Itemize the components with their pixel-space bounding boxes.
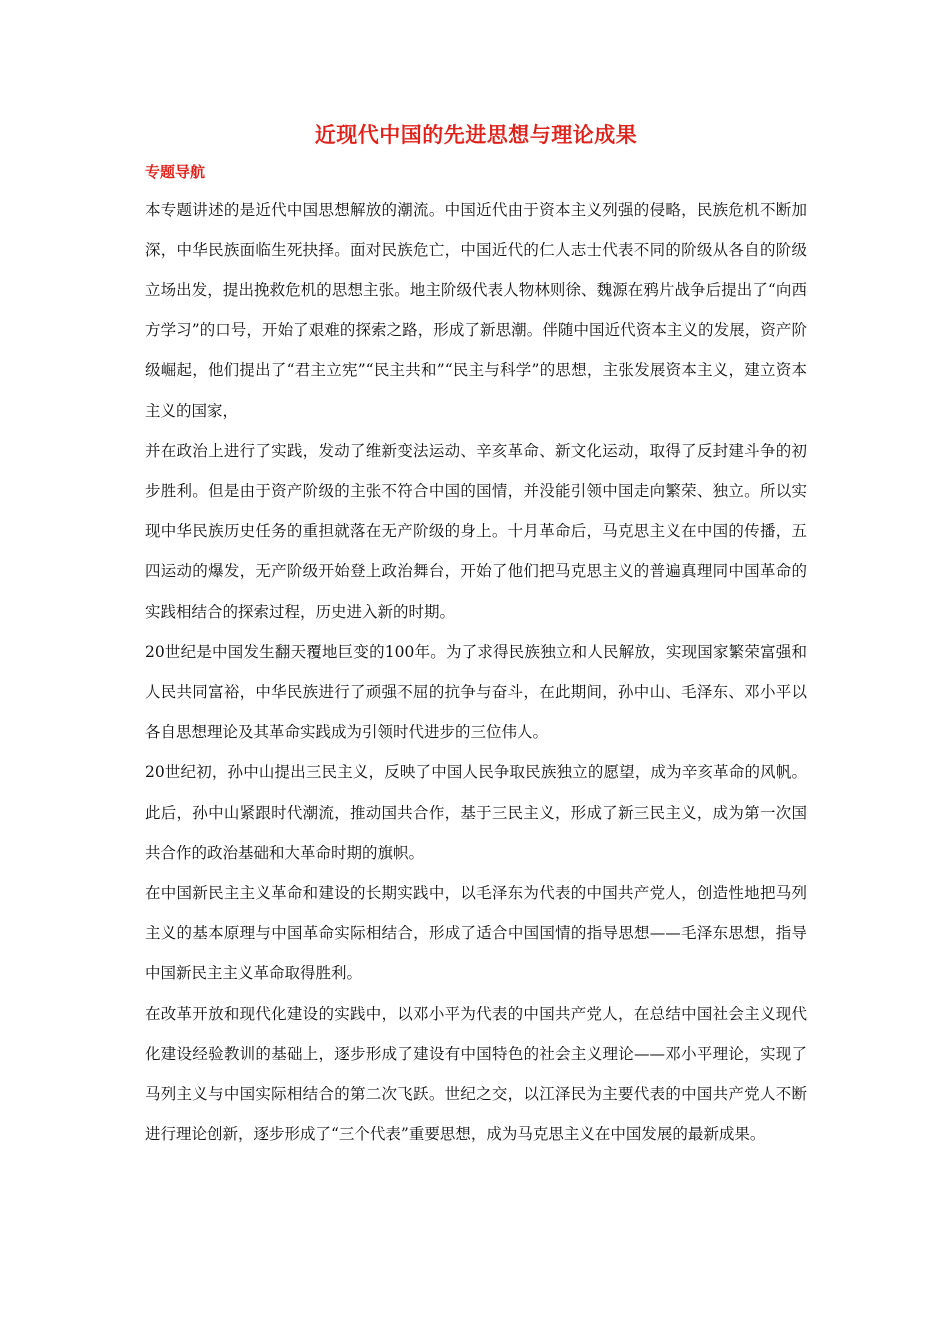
section-heading: 专题导航 — [145, 162, 206, 181]
document-page — [145, 118, 807, 1154]
paragraph-5: 在中国新民主主义革命和建设的长期实践中，以毛泽东为代表的中国共产党人，创造性地把马列主义的基本原理与中国革命实际相结合，形成了适合中国国情的指导思想——毛泽东思想，指导中国新民主主义革命取得胜利。 — [145, 884, 807, 983]
paragraph-4: 20世纪初，孙中山提出三民主义，反映了中国人民争取民族独立的愿望，成为辛亥革命的风帆。此后，孙中山紧跟时代潮流，推动国共合作，基于三民主义，形成了新三民主义，成为第一次国共合作的政治基础和大革命时期的旗帜。 — [145, 763, 807, 862]
paragraph-1: 本专题讲述的是近代中国思想解放的潮流。中国近代由于资本主义列强的侵略，民族危机不断加深，中华民族面临生死抉择。面对民族危亡，中国近代的仁人志士代表不同的阶级从各自的阶级立场出发，提出挽救危机的思想主张。地主阶级代表人物林则徐、魏源在鸦片战争后提出了“向西方学习”的口号，开始了艰难的探索之路，形成了新思潮。伴随中国近代资本主义的发展，资产阶级崛起，他们提出了“君主立宪”“民主共和”“民主与科学”的思想，主张发展资本主义，建立资本主义的国家， — [145, 200, 807, 420]
document-title: 近现代中国的先进思想与理论成果 — [314, 122, 638, 147]
paragraph-6: 在改革开放和现代化建设的实践中，以邓小平为代表的中国共产党人，在总结中国社会主义现代化建设经验教训的基础上，逐步形成了建设有中国特色的社会主义理论——邓小平理论，实现了马列主义与中国实际相结合的第二次飞跃。世纪之交，以江泽民为主要代表的中国共产党人不断进行理论创新，逐步形成了“三个代表”重要思想，成为马克思主义在中国发展的最新成果。 — [145, 1004, 807, 1144]
paragraph-3: 20世纪是中国发生翻天覆地巨变的100年。为了求得民族独立和人民解放，实现国家繁荣富强和人民共同富裕，中华民族进行了顽强不屈的抗争与奋斗，在此期间，孙中山、毛泽东、邓小平以各自思想理论及其革命实践成为引领时代进步的三位伟人。 — [145, 642, 807, 742]
paragraph-2: 并在政治上进行了实践，发动了维新变法运动、辛亥革命、新文化运动，取得了反封建斗争的初步胜利。但是由于资产阶级的主张不符合中国的国情，并没能引领中国走向繁荣、独立。所以实现中华民族历史任务的重担就落在无产阶级的身上。十月革命后，马克思主义在中国的传播，五四运动的爆发，无产阶级开始登上政治舞台，开始了他们把马克思主义的普遍真理同中国革命的实践相结合的探索过程，历史进入新的时期。 — [145, 441, 807, 621]
